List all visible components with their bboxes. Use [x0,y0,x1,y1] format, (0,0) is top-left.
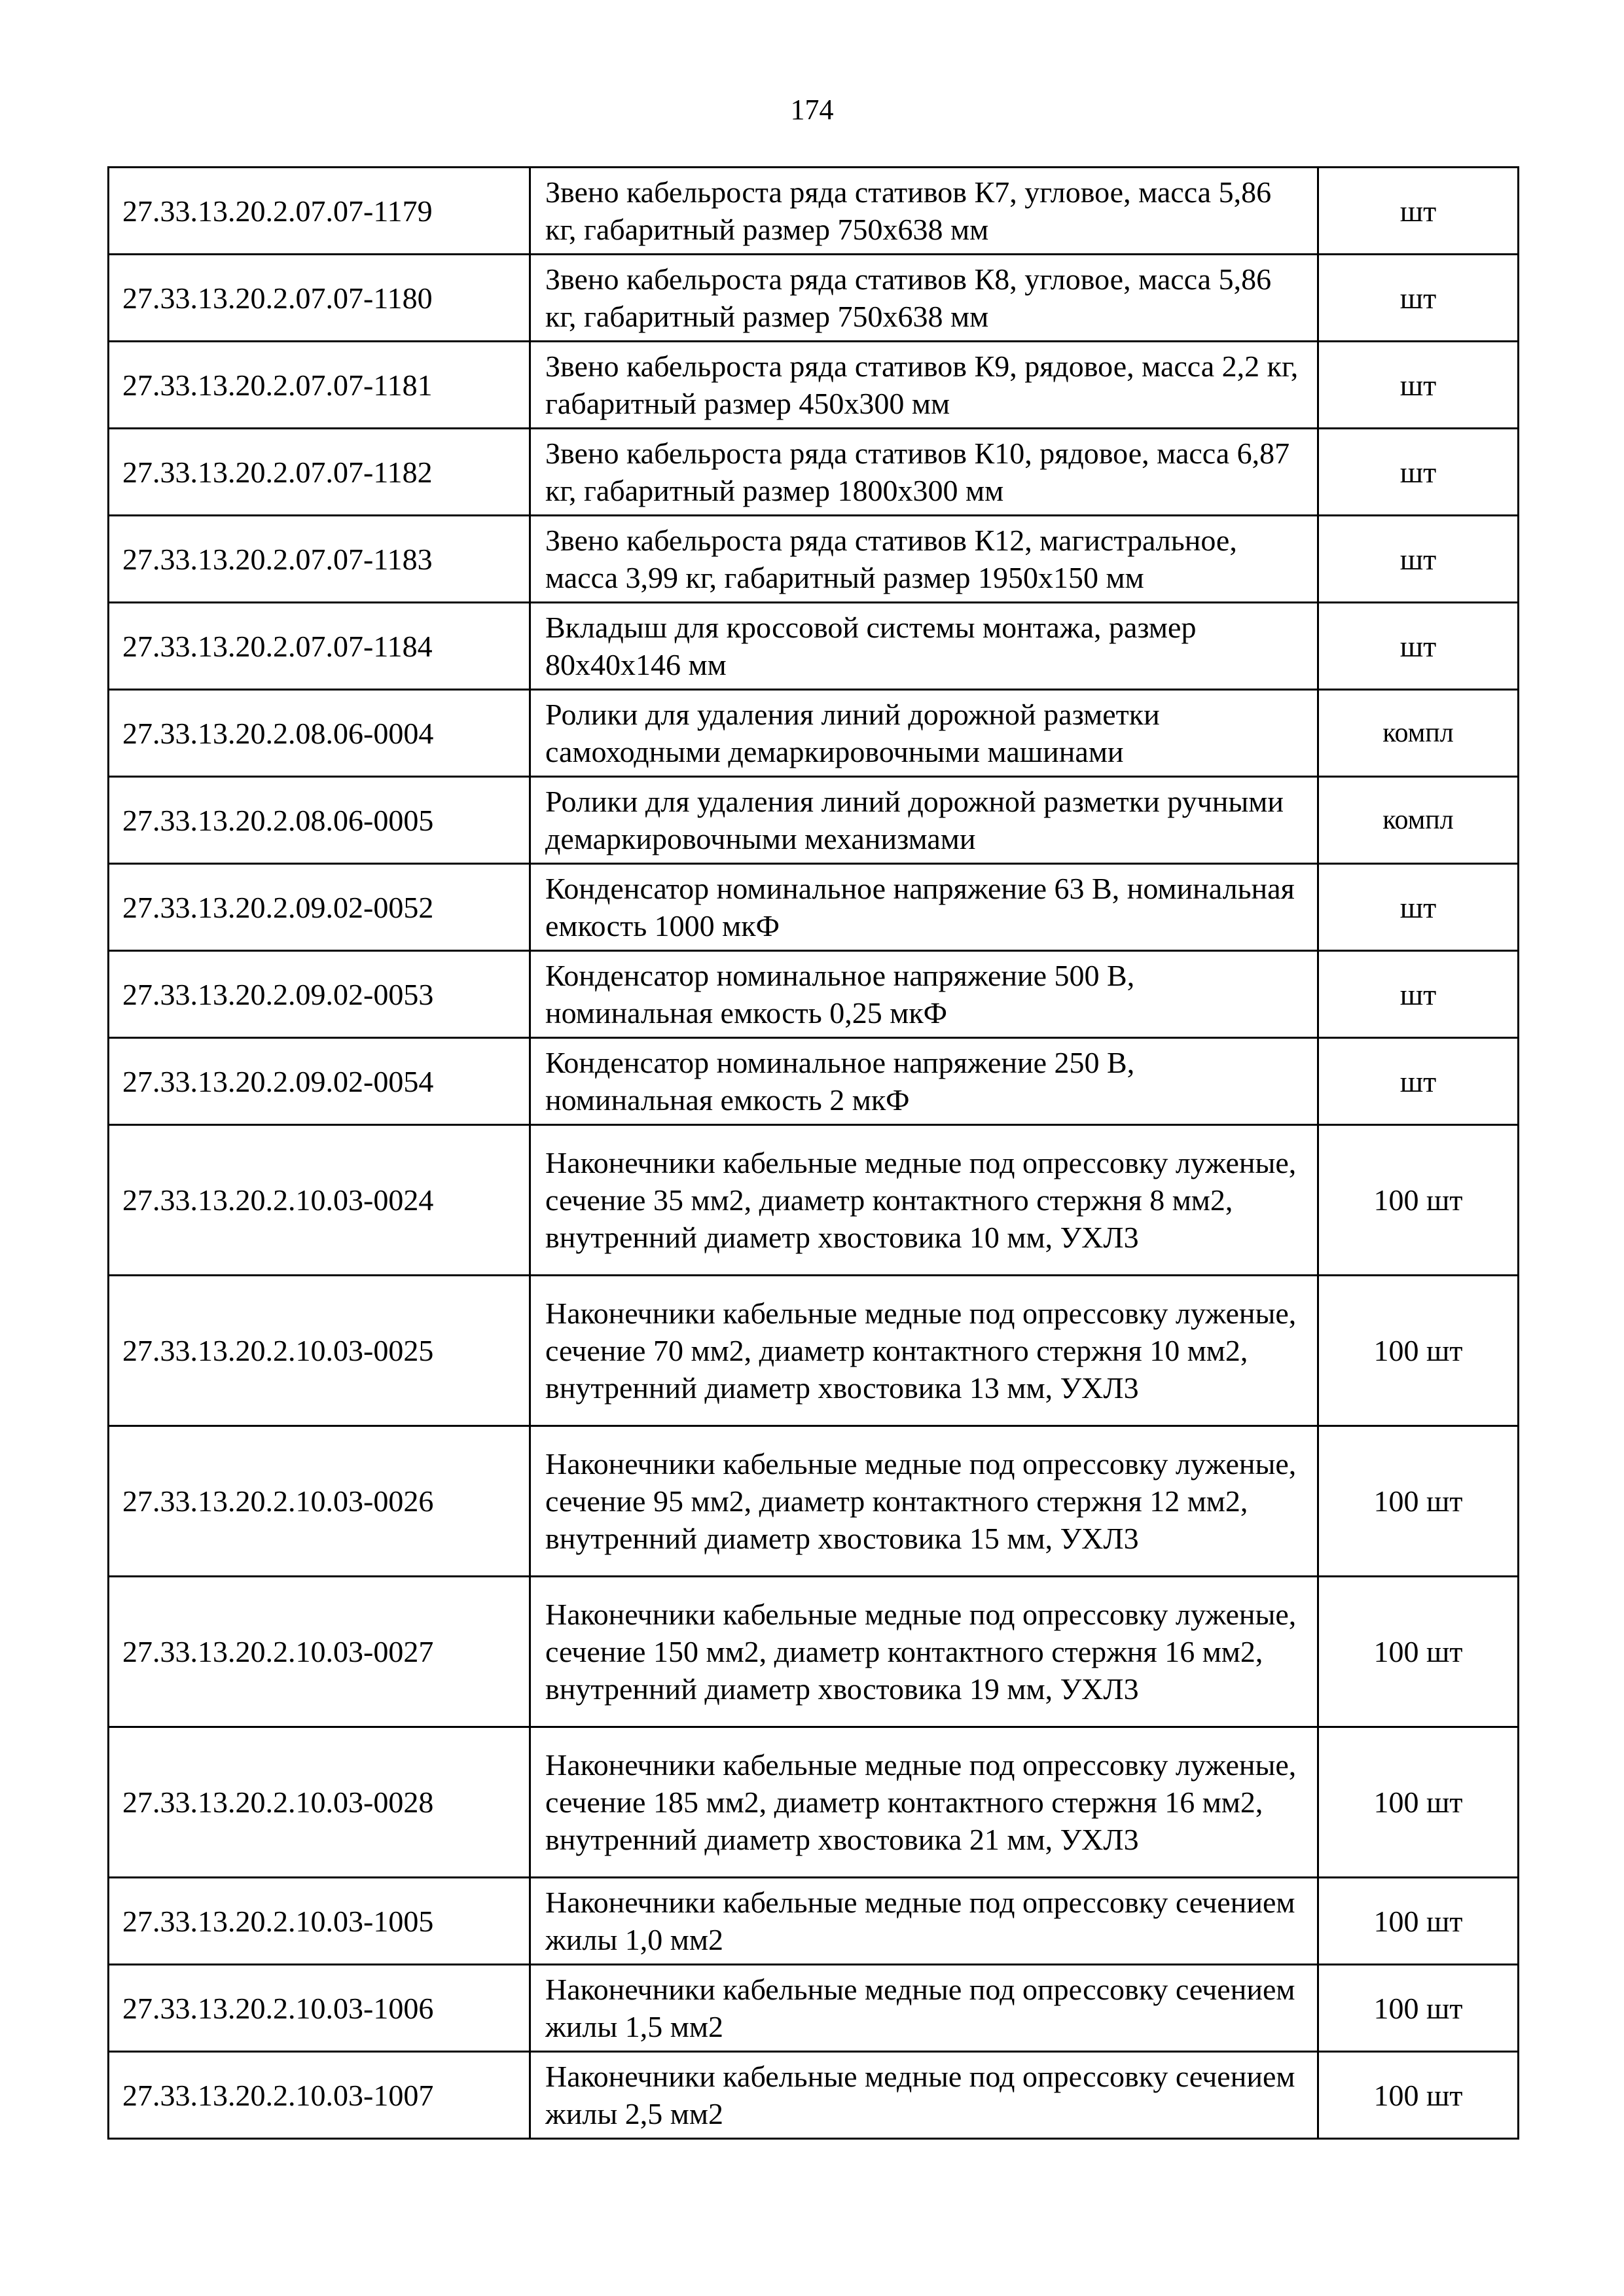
name-cell: Звено кабельроста ряда стативов К10, рядовое, масса 6,87 кг, габаритный размер 1800х300 мм [530,429,1318,516]
table-row [109,1965,1519,2052]
table-row [109,603,1519,690]
code-cell: 27.33.13.20.2.10.03-1006 [109,1965,530,2052]
code-cell: 27.33.13.20.2.08.06-0004 [109,690,530,777]
table-row [109,864,1519,951]
unit-cell: шт [1318,168,1519,255]
code-cell: 27.33.13.20.2.10.03-0027 [109,1577,530,1727]
name-cell: Звено кабельроста ряда стативов К12, магистральное, масса 3,99 кг, габаритный размер 1950х150 мм [530,516,1318,603]
table-row [109,690,1519,777]
unit-cell: компл [1318,777,1519,864]
unit-cell: шт [1318,342,1519,429]
table-row [109,255,1519,342]
code-cell: 27.33.13.20.2.09.02-0052 [109,864,530,951]
unit-cell: шт [1318,516,1519,603]
page-number: 174 [790,94,834,126]
unit-cell: 100 шт [1318,1878,1519,1965]
name-cell: Звено кабельроста ряда стативов К8, угловое, масса 5,86 кг, габаритный размер 750х638 мм [530,255,1318,342]
table-row [109,1276,1519,1426]
table-row [109,2052,1519,2139]
table-row [109,777,1519,864]
code-cell: 27.33.13.20.2.10.03-1005 [109,1878,530,1965]
name-cell: Наконечники кабельные медные под опрессовку сечением жилы 2,5 мм2 [530,2052,1318,2139]
table-row [109,342,1519,429]
code-cell: 27.33.13.20.2.10.03-0028 [109,1727,530,1878]
unit-cell: 100 шт [1318,1426,1519,1577]
unit-cell: шт [1318,1038,1519,1125]
code-cell: 27.33.13.20.2.10.03-0026 [109,1426,530,1577]
name-cell: Конденсатор номинальное напряжение 63 В, номинальная емкость 1000 мкФ [530,864,1318,951]
code-cell: 27.33.13.20.2.08.06-0005 [109,777,530,864]
unit-cell: шт [1318,429,1519,516]
name-cell: Наконечники кабельные медные под опрессовку луженые, сечение 70 мм2, диаметр контактного стержня 10 мм2, внутренний диаметр хвостовика 13 мм, УХЛ3 [530,1276,1318,1426]
unit-cell: 100 шт [1318,1577,1519,1727]
code-cell: 27.33.13.20.2.09.02-0054 [109,1038,530,1125]
table-row [109,1038,1519,1125]
name-cell: Вкладыш для кроссовой системы монтажа, размер 80х40х146 мм [530,603,1318,690]
unit-cell: шт [1318,951,1519,1038]
unit-cell: компл [1318,690,1519,777]
code-cell: 27.33.13.20.2.10.03-0024 [109,1125,530,1276]
unit-cell: 100 шт [1318,1727,1519,1878]
code-cell: 27.33.13.20.2.10.03-1007 [109,2052,530,2139]
name-cell: Наконечники кабельные медные под опрессовку луженые, сечение 95 мм2, диаметр контактного стержня 12 мм2, внутренний диаметр хвостовика 15 мм, УХЛ3 [530,1426,1318,1577]
name-cell: Ролики для удаления линий дорожной разметки самоходными демаркировочными машинами [530,690,1318,777]
table-row [109,1878,1519,1965]
code-cell: 27.33.13.20.2.09.02-0053 [109,951,530,1038]
name-cell: Наконечники кабельные медные под опрессовку сечением жилы 1,5 мм2 [530,1965,1318,2052]
table-row [109,168,1519,255]
unit-cell: 100 шт [1318,1965,1519,2052]
unit-cell: 100 шт [1318,1125,1519,1276]
code-cell: 27.33.13.20.2.07.07-1183 [109,516,530,603]
unit-cell: 100 шт [1318,2052,1519,2139]
unit-cell: шт [1318,603,1519,690]
resource-table [107,166,1519,2140]
name-cell: Конденсатор номинальное напряжение 250 В, номинальная емкость 2 мкФ [530,1038,1318,1125]
unit-cell: шт [1318,864,1519,951]
code-cell: 27.33.13.20.2.07.07-1184 [109,603,530,690]
code-cell: 27.33.13.20.2.07.07-1179 [109,168,530,255]
table-row [109,1577,1519,1727]
table-row [109,1125,1519,1276]
unit-cell: шт [1318,255,1519,342]
name-cell: Наконечники кабельные медные под опрессовку луженые, сечение 35 мм2, диаметр контактного стержня 8 мм2, внутренний диаметр хвостовика 10 мм, УХЛ3 [530,1125,1318,1276]
table-row [109,429,1519,516]
table-row [109,951,1519,1038]
name-cell: Звено кабельроста ряда стативов К7, угловое, масса 5,86 кг, габаритный размер 750х638 мм [530,168,1318,255]
name-cell: Ролики для удаления линий дорожной разметки ручными демаркировочными механизмами [530,777,1318,864]
code-cell: 27.33.13.20.2.07.07-1182 [109,429,530,516]
name-cell: Наконечники кабельные медные под опрессовку луженые, сечение 150 мм2, диаметр контактного стержня 16 мм2, внутренний диаметр хвостовика 19 мм, УХЛ3 [530,1577,1318,1727]
name-cell: Наконечники кабельные медные под опрессовку луженые, сечение 185 мм2, диаметр контактного стержня 16 мм2, внутренний диаметр хвостовика 21 мм, УХЛ3 [530,1727,1318,1878]
name-cell: Наконечники кабельные медные под опрессовку сечением жилы 1,0 мм2 [530,1878,1318,1965]
table-row [109,1426,1519,1577]
name-cell: Звено кабельроста ряда стативов К9, рядовое, масса 2,2 кг, габаритный размер 450х300 мм [530,342,1318,429]
code-cell: 27.33.13.20.2.07.07-1180 [109,255,530,342]
code-cell: 27.33.13.20.2.10.03-0025 [109,1276,530,1426]
code-cell: 27.33.13.20.2.07.07-1181 [109,342,530,429]
table-row [109,1727,1519,1878]
name-cell: Конденсатор номинальное напряжение 500 В, номинальная емкость 0,25 мкФ [530,951,1318,1038]
table-row [109,516,1519,603]
unit-cell: 100 шт [1318,1276,1519,1426]
